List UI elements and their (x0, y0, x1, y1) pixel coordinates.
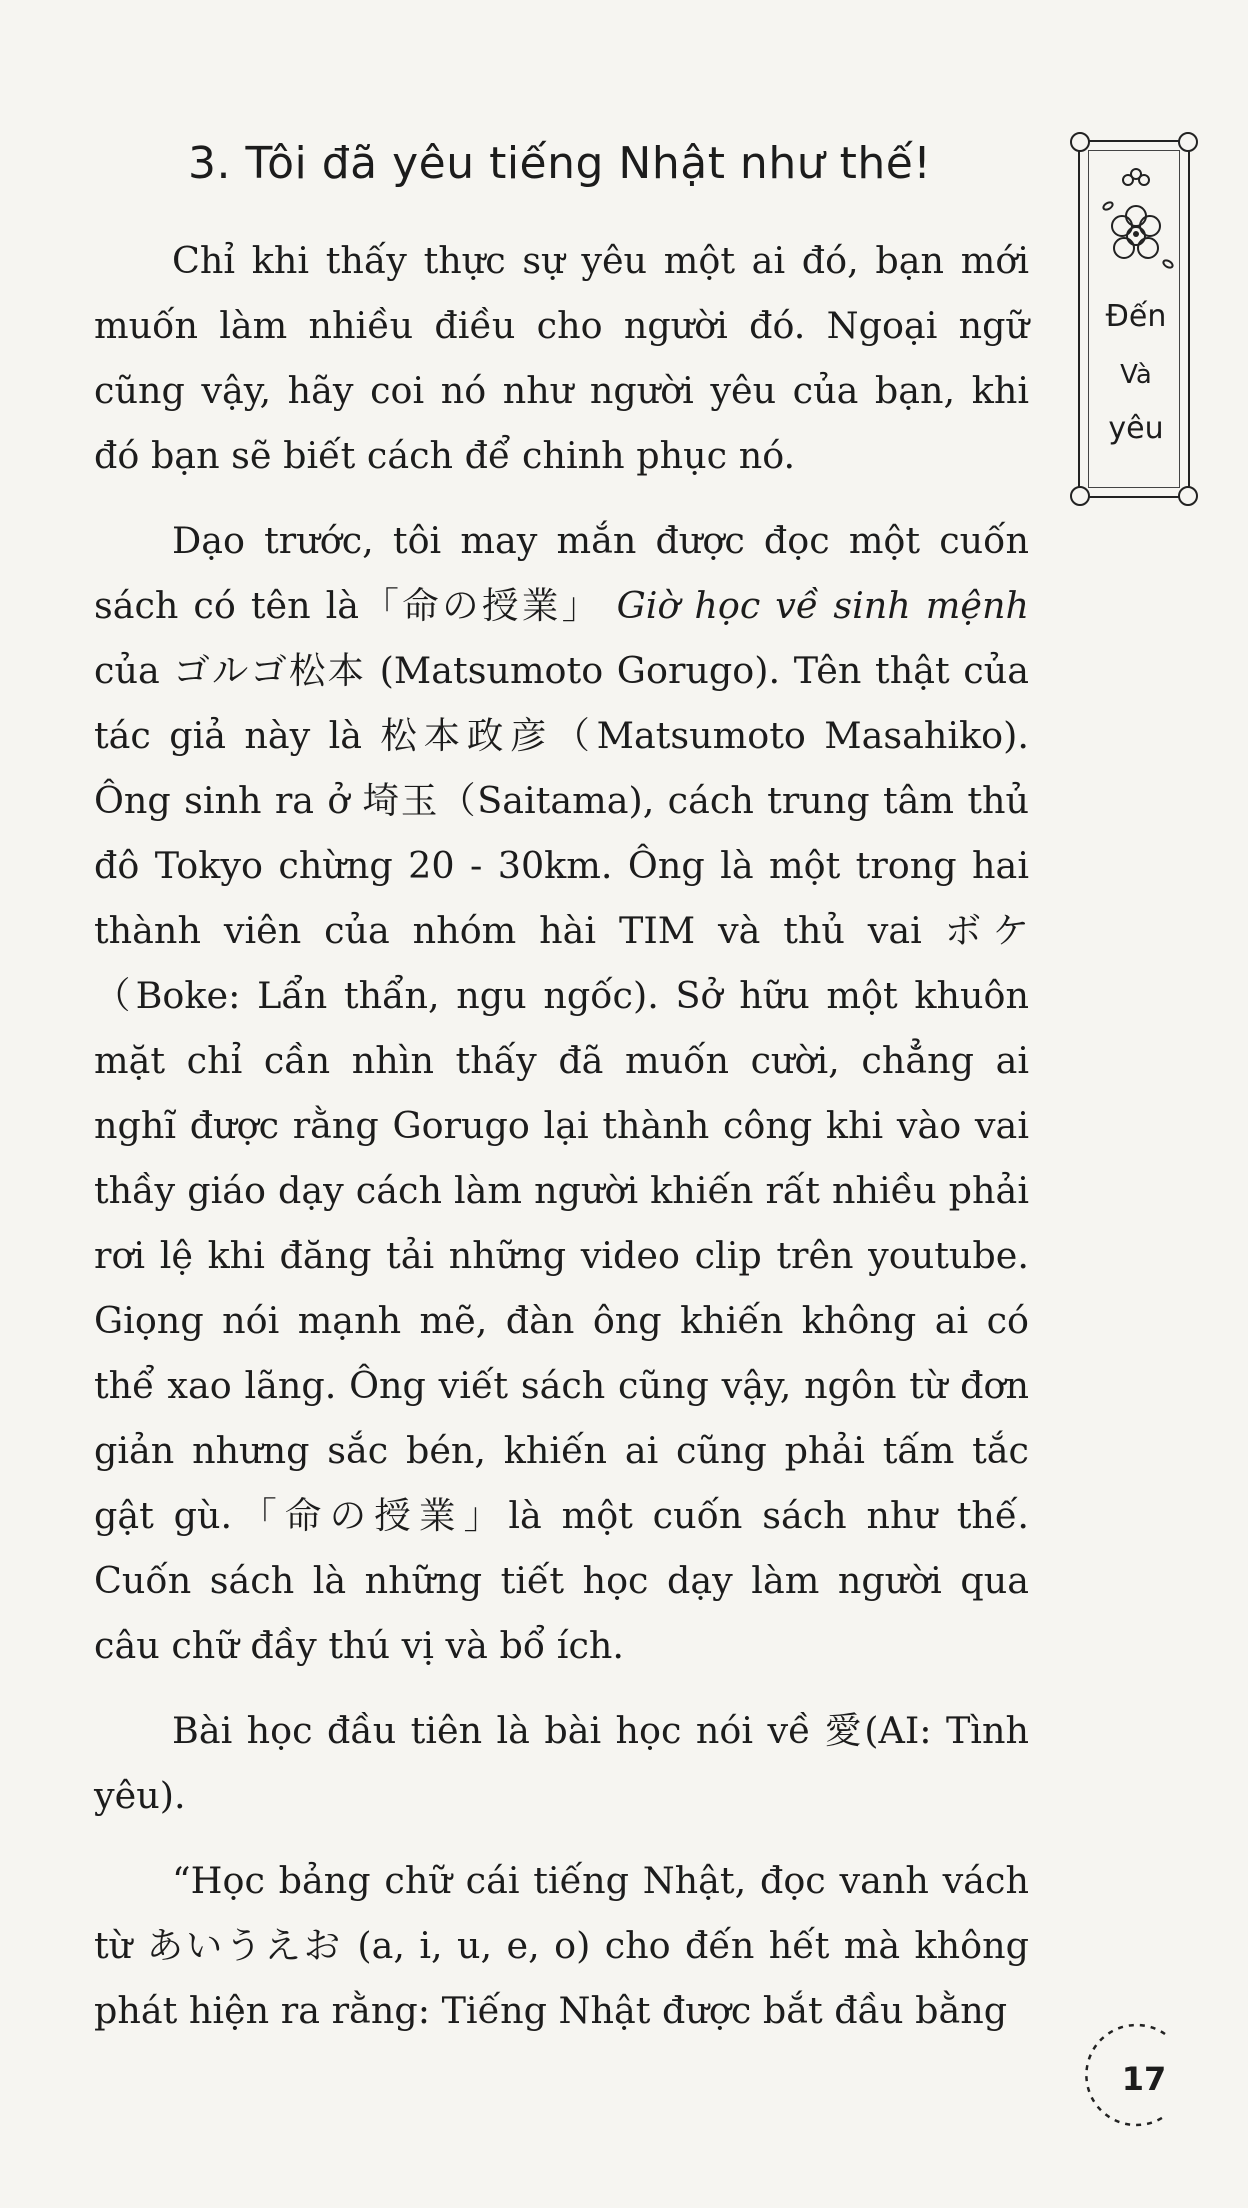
paragraph-2-rest: của ゴルゴ松本 (Matsumoto Gorugo). Tên thật của tác giả này là 松本政彦（Matsumoto Masahiko). Ông sinh ra ở 埼玉（Saitama), cách trung tâm thủ đô Tokyo chừng 20 - 30km. Ông là một trong hai thành viên của nhóm hài TIM và thủ vai ボケ（Boke: Lẩn thẩn, ngu ngốc). Sở hữu một khuôn mặt chỉ cần nhìn thấy đã muốn cười, chẳng ai nghĩ được rằng Gorugo lại thành công khi vào vai thầy giáo dạy cách làm người khiến rất nhiều phải rơi lệ khi đăng tải những video clip trên youtube. Giọng nói mạnh mẽ, đàn ông khiến không ai có thể xao lãng. Ông viết sách cũng vậy, ngôn từ đơn giản nhưng sắc bén, khiến ai cũng phải tấm tắc gật gù.「命の授業」là một cuốn sách như thế. Cuốn sách là những tiết học dạy làm người qua câu chữ đầy thú vị và bổ ích. (94, 649, 1029, 1667)
frame-corner-notch (1070, 486, 1090, 506)
paragraph-2-intro: Dạo trước, tôi may mắn được đọc một cuốn sách có tên là「命の授業」 (94, 519, 1029, 627)
page-number-badge (1070, 2020, 1200, 2130)
side-tab-line-2: Và (1120, 360, 1152, 390)
cherry-blossom-icon (1094, 156, 1178, 296)
frame-corner-notch (1178, 486, 1198, 506)
frame-corner-notch (1178, 132, 1198, 152)
side-tab-line-1: Đến (1105, 299, 1167, 334)
frame-corner-notch (1070, 132, 1090, 152)
page-number: 17 (1121, 2060, 1167, 2098)
paragraph-4: “Học bảng chữ cái tiếng Nhật, đọc vanh vách từ あいうえお (a, i, u, e, o) cho đến hết mà không phát hiện ra rằng: Tiếng Nhật được bắt đầu bằng (94, 1859, 1029, 2032)
body-text (94, 228, 1029, 2063)
paragraph-3: Bài học đầu tiên là bài học nói về 愛(AI: Tình yêu). (94, 1709, 1029, 1817)
side-tab-line-3: yêu (1108, 411, 1164, 446)
chapter-side-tab (1078, 140, 1190, 498)
paragraph-2 (94, 508, 1029, 1678)
section-heading: 3. Tôi đã yêu tiếng Nhật như thế! (188, 138, 932, 189)
book-title-italic: Giờ học về sinh mệnh (616, 584, 1029, 627)
paragraph-1: Chỉ khi thấy thực sự yêu một ai đó, bạn mới muốn làm nhiều điều cho người đó. Ngoại ngữ cũng vậy, hãy coi nó như người yêu của bạn, khi đó bạn sẽ biết cách để chinh phục nó. (94, 239, 1029, 477)
